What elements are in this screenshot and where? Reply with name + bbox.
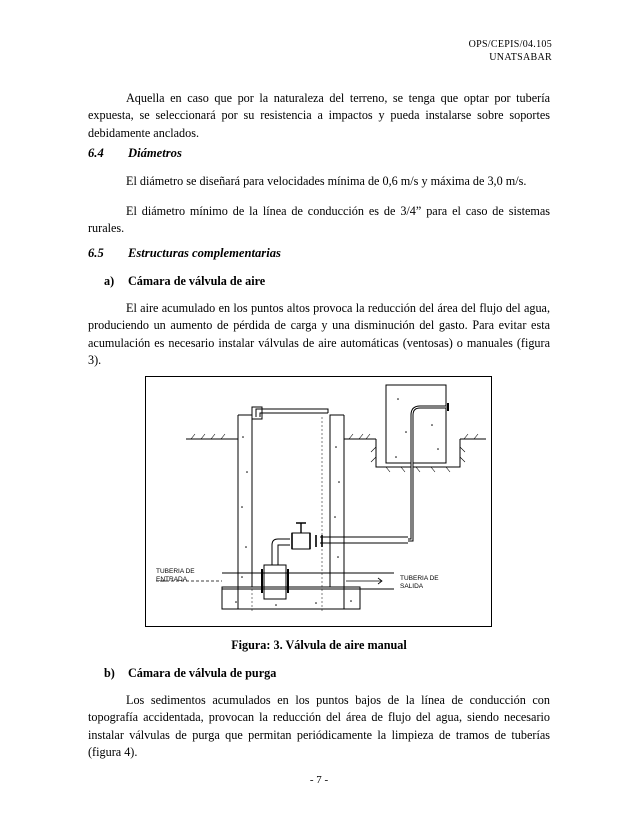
chamber-right-wall bbox=[330, 415, 344, 609]
paragraph-min-diameter bbox=[88, 203, 550, 238]
valve-body bbox=[292, 533, 310, 549]
paragraph-sediments bbox=[88, 692, 550, 761]
chamber-floor bbox=[222, 587, 360, 609]
chamber-left-wall bbox=[238, 415, 252, 609]
paragraph-exposed-pipe bbox=[88, 90, 550, 142]
connecting-pipe-horizontal bbox=[320, 537, 408, 543]
figure-caption: Figura: 3. Válvula de aire manual bbox=[231, 638, 407, 652]
outlet-arrow bbox=[346, 578, 382, 584]
right-box-excavation-hatch bbox=[371, 447, 465, 472]
header-org: UNATSABAR bbox=[489, 52, 552, 63]
air-outlet-pipe-vertical bbox=[412, 407, 446, 447]
header-code: OPS/CEPIS/04.105 bbox=[468, 39, 552, 50]
paragraph-air-accumulation bbox=[88, 300, 550, 369]
valve-flanges bbox=[292, 533, 322, 549]
figure-air-valve-chamber bbox=[145, 376, 492, 627]
subsection-heading-air-valve bbox=[104, 274, 265, 289]
top-gooseneck-pipe bbox=[256, 409, 328, 417]
label-inlet-line2: ENTRADA bbox=[156, 576, 188, 583]
paragraph-text: El diámetro mínimo de la línea de conducción es de 3/4” para el caso de sistemas rurales. bbox=[88, 204, 550, 236]
right-concrete-box bbox=[386, 385, 446, 463]
label-outlet-line2: SALIDA bbox=[400, 583, 424, 590]
subsection-title: Cámara de válvula de aire bbox=[128, 274, 266, 288]
section-number: 6.5 bbox=[88, 246, 104, 260]
page-number: - 7 - bbox=[309, 774, 329, 786]
label-inlet-line1: TUBERIA DE bbox=[156, 568, 195, 575]
valve-stem bbox=[296, 523, 306, 533]
air-outlet-pipe-inner bbox=[412, 407, 446, 447]
subsection-heading-purge-valve bbox=[104, 666, 276, 681]
figure-drawing bbox=[146, 377, 491, 626]
subsection-letter: b) bbox=[104, 666, 115, 680]
tee-fitting bbox=[264, 565, 286, 599]
paragraph-text: El diámetro se diseñará para velocidades mínima de 0,6 m/s y máxima de 3,0 m/s. bbox=[126, 174, 527, 188]
section-title: Estructuras complementarias bbox=[128, 246, 281, 260]
paragraph-text: Aquella en caso que por la naturaleza del terreno, se tenga que optar por tubería expuesta, se seleccionará por su resistencia a impactos y pueda instalarse sobre soportes debidamente anclados. bbox=[88, 91, 550, 140]
connecting-pipe-vertical bbox=[408, 447, 412, 540]
subsection-letter: a) bbox=[104, 274, 115, 288]
section-title: Diámetros bbox=[128, 146, 182, 160]
label-outlet-line1: TUBERIA DE bbox=[400, 575, 439, 582]
paragraph-text: Los sedimentos acumulados en los puntos bajos de la línea de conducción con topografía accidentada, provocan la reducción del área de flujo del agua, siendo necesario instalar válvulas de purga que permitan periódicamente la limpieza de tramos de tuberías (figura 4). bbox=[88, 693, 550, 759]
section-number: 6.4 bbox=[88, 146, 104, 160]
paragraph-text: El aire acumulado en los puntos altos provoca la reducción del área del flujo del agua, produciendo un aumento de pérdida de carga y una disminución del gasto. Para evitar esta acumulación es necesario instalar válvulas de aire automáticas (ventosas) o manuales (figura 3). bbox=[88, 301, 550, 367]
section-heading-estructuras bbox=[88, 246, 281, 261]
page-header bbox=[469, 38, 552, 64]
paragraph-velocities bbox=[88, 173, 550, 190]
section-heading-diametros bbox=[88, 146, 182, 161]
chamber-top bbox=[238, 415, 344, 419]
ground-hatch bbox=[191, 434, 478, 439]
subsection-title: Cámara de válvula de purga bbox=[128, 666, 277, 680]
riser-pipe bbox=[272, 539, 290, 565]
